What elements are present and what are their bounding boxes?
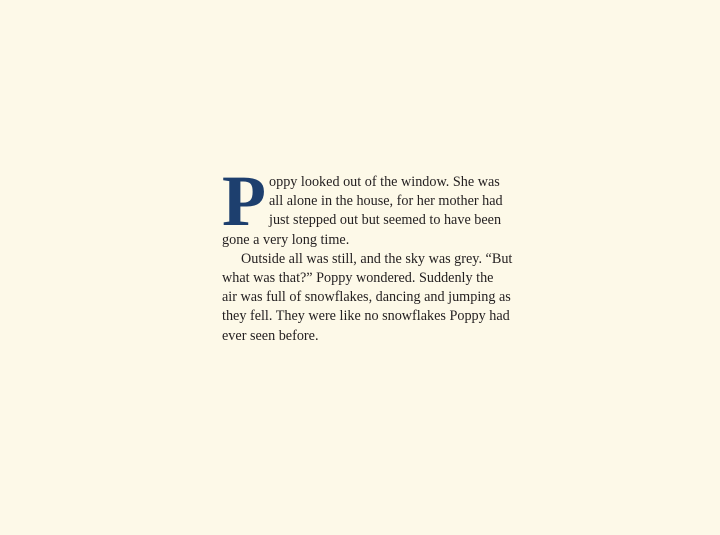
story-text <box>222 161 513 346</box>
story-line-5: Outside all was still, and the sky was grey. “But <box>241 250 513 267</box>
story-line-7: air was full of snowflakes, dancing and jumping as <box>222 289 511 306</box>
story-line-8: they fell. They were like no snowflakes Poppy had <box>222 308 510 325</box>
drop-cap-letter: P <box>222 161 266 241</box>
story-line-6: what was that?” Poppy wondered. Suddenly the <box>222 270 494 287</box>
story-line-1: oppy looked out of the window. She was <box>269 174 500 190</box>
story-line-3: just stepped out but seemed to have been <box>269 212 502 229</box>
story-line-2: all alone in the house, for her mother had <box>269 193 503 210</box>
story-line-9: ever seen before. <box>222 327 319 344</box>
story-line-4: gone a very long time. <box>222 231 350 248</box>
